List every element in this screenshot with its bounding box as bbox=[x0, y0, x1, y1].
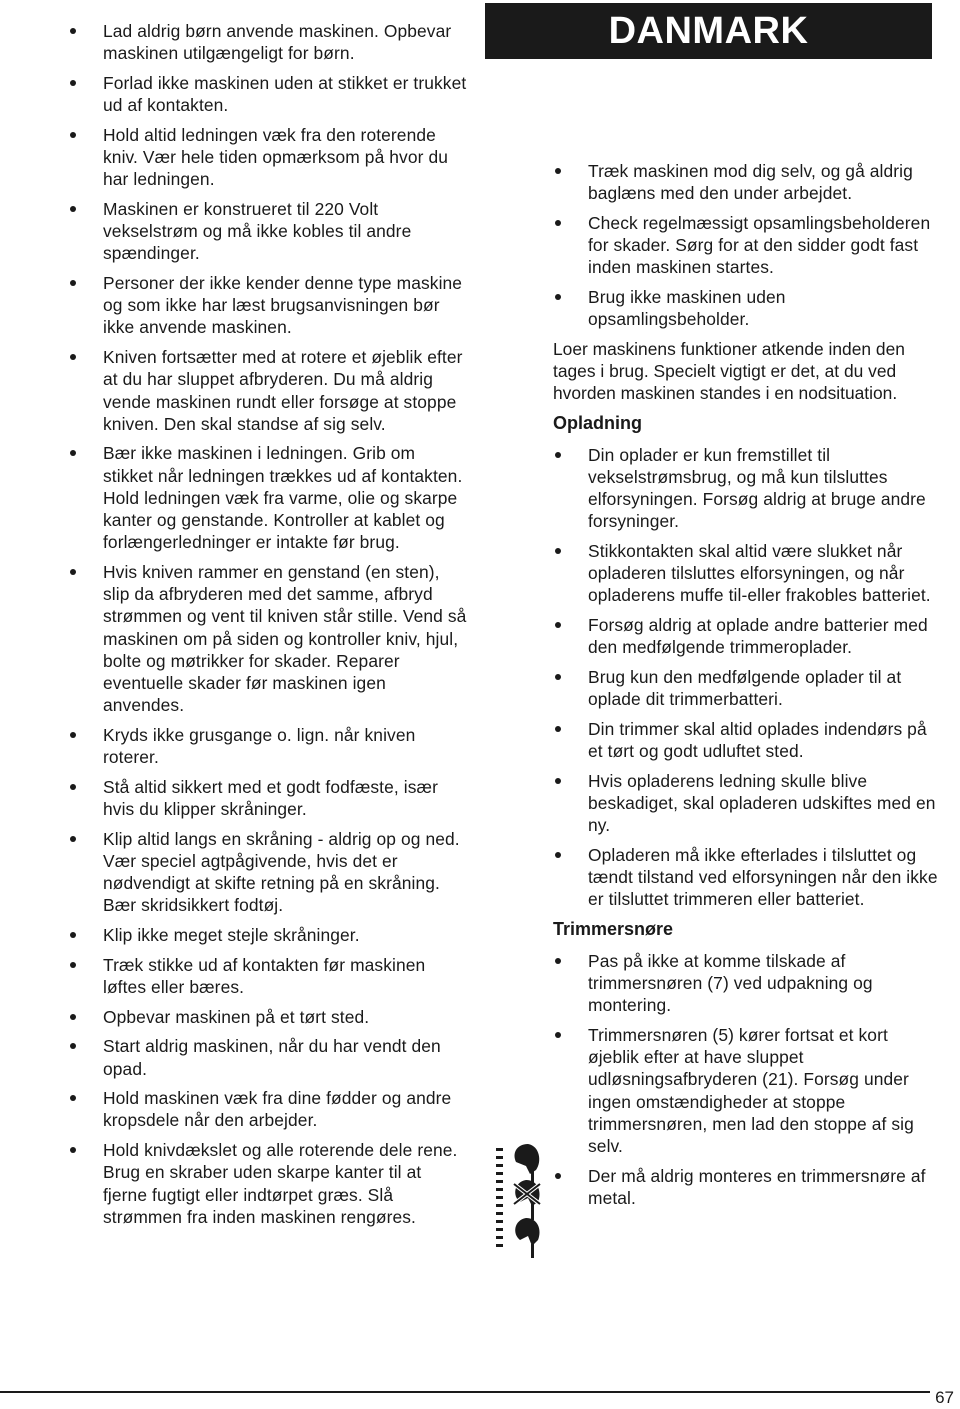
list-item: Stikkontakten skal altid være slukket når opladeren tilsluttes elforsyningen, og når opladerens muffe til-eller frakobles batteriet. bbox=[553, 540, 938, 607]
right-column bbox=[553, 160, 938, 1217]
list-item: Forlad ikke maskinen uden at stikket er trukket ud af kontakten. bbox=[68, 72, 468, 116]
list-item: Kryds ikke grusgange o. lign. når kniven roterer. bbox=[68, 724, 468, 768]
list-item: Hold knivdækslet og alle roterende dele rene. Brug en skraber uden skarpe kanter til at fjerne fugtigt eller indtørpet græs. Slå strømmen fra inden maskinen rengøres. bbox=[68, 1139, 468, 1228]
list-item: Hold altid ledningen væk fra den roterende kniv. Vær hele tiden opmærksom på hvor du har ledningen. bbox=[68, 124, 468, 191]
page-number: 67 bbox=[931, 1388, 954, 1408]
charging-heading: Opladning bbox=[553, 412, 642, 433]
trimmer-line-list bbox=[553, 950, 938, 1209]
list-item: Hold maskinen væk fra dine fødder og andre kropsdele når den arbejder. bbox=[68, 1087, 468, 1131]
list-item: Kniven fortsætter med at rotere et øjeblik efter at du har sluppet afbryderen. Du må aldrig vende maskinen rundt eller forsøge at stoppe kniven. Den skal standse af sig selv. bbox=[68, 346, 468, 435]
list-item: Trimmersnøren (5) kører fortsat et kort øjeblik efter at have sluppet udløsningsafbryderen (21). Forsøg under ingen omstændigheder at stoppe trimmersnøren, men lad den stoppe af sig selv. bbox=[553, 1024, 938, 1157]
list-item: Din oplader er kun fremstillet til vekselstrømsbrug, og må kun tilsluttes elforsyningen. Forsøg aldrig at bruge andre forsyninger. bbox=[553, 444, 938, 533]
footer-rule bbox=[0, 1391, 930, 1393]
list-item: Maskinen er konstrueret til 220 Volt vekselstrøm og må ikke kobles til andre spændinger. bbox=[68, 198, 468, 265]
left-column bbox=[68, 0, 468, 1235]
intro-list bbox=[553, 160, 938, 330]
list-item: Forsøg aldrig at oplade andre batterier med den medfølgende trimmeroplader. bbox=[553, 614, 938, 658]
list-item: Pas på ikke at komme tilskade af trimmersnøren (7) ved udpakning og montering. bbox=[553, 950, 938, 1017]
list-item: Klip ikke meget stejle skråninger. bbox=[68, 924, 468, 946]
intro-paragraph: Loer maskinens funktioner atkende inden den tages i brug. Specielt vigtigt er det, at du ved hvorden maskinen standes i en nodsituation. bbox=[553, 338, 905, 404]
list-item: Brug ikke maskinen uden opsamlingsbeholder. bbox=[553, 286, 938, 330]
safety-list bbox=[68, 20, 468, 1228]
trimmer-line-heading: Trimmersnøre bbox=[553, 918, 674, 939]
list-item: Der må aldrig monteres en trimmersnøre af metal. bbox=[553, 1165, 938, 1209]
list-item: Klip altid langs en skråning - aldrig op og ned. Vær speciel agtpågivende, hvis det er nødvendigt at skifte retning på en skråning. Bær skridsikkert fodtøj. bbox=[68, 828, 468, 917]
list-item: Opladeren må ikke efterlades i tilsluttet og tændt tilstand ved elforsyningen når den ikke er tilsluttet trimmeren eller batteriet. bbox=[553, 844, 938, 911]
list-item: Start aldrig maskinen, når du har vendt den opad. bbox=[68, 1035, 468, 1079]
list-item: Personer der ikke kender denne type maskine og som ikke har læst brugsanvisningen bør ikke anvende maskinen. bbox=[68, 272, 468, 339]
list-item: Din trimmer skal altid oplades indendørs på et tørt og godt udluftet sted. bbox=[553, 718, 938, 762]
list-item: Bær ikke maskinen i ledningen. Grib om stikket når ledningen trækkes ud af kontakten. Hold ledningen væk fra varme, olie og skarpe kanter og genstande. Kontroller at kablet og forlængerledninger er intakte før brug. bbox=[68, 442, 468, 553]
list-item: Check regelmæssigt opsamlingsbeholderen for skader. Sørg for at den sidder godt fast inden maskinen startes. bbox=[553, 212, 938, 279]
list-item: Hvis kniven rammer en genstand (en sten), slip da afbryderen med det samme, afbryd strømmen og vent til kniven står stille. Vend så maskinen om på siden og kontroller kniv, hjul, bolte og møtrikker for skader. Reparer eventuelle skader før maskinen igen anvendes. bbox=[68, 561, 468, 716]
list-item: Træk stikke ud af kontakten før maskinen løftes eller bæres. bbox=[68, 954, 468, 998]
list-item: Lad aldrig børn anvende maskinen. Opbevar maskinen utilgængeligt for børn. bbox=[68, 20, 468, 64]
list-item: Opbevar maskinen på et tørt sted. bbox=[68, 1006, 468, 1028]
charging-list bbox=[553, 444, 938, 911]
stop-symbol-icon bbox=[490, 1140, 550, 1260]
list-item: Hvis opladerens ledning skulle blive beskadiget, skal opladeren udskiftes med en ny. bbox=[553, 770, 938, 837]
list-item: Stå altid sikkert med et godt fodfæste, især hvis du klipper skråninger. bbox=[68, 776, 468, 820]
list-item: Træk maskinen mod dig selv, og gå aldrig baglæns med den under arbejdet. bbox=[553, 160, 938, 204]
country-banner: DANMARK bbox=[485, 3, 932, 59]
list-item: Brug kun den medfølgende oplader til at oplade dit trimmerbatteri. bbox=[553, 666, 938, 710]
